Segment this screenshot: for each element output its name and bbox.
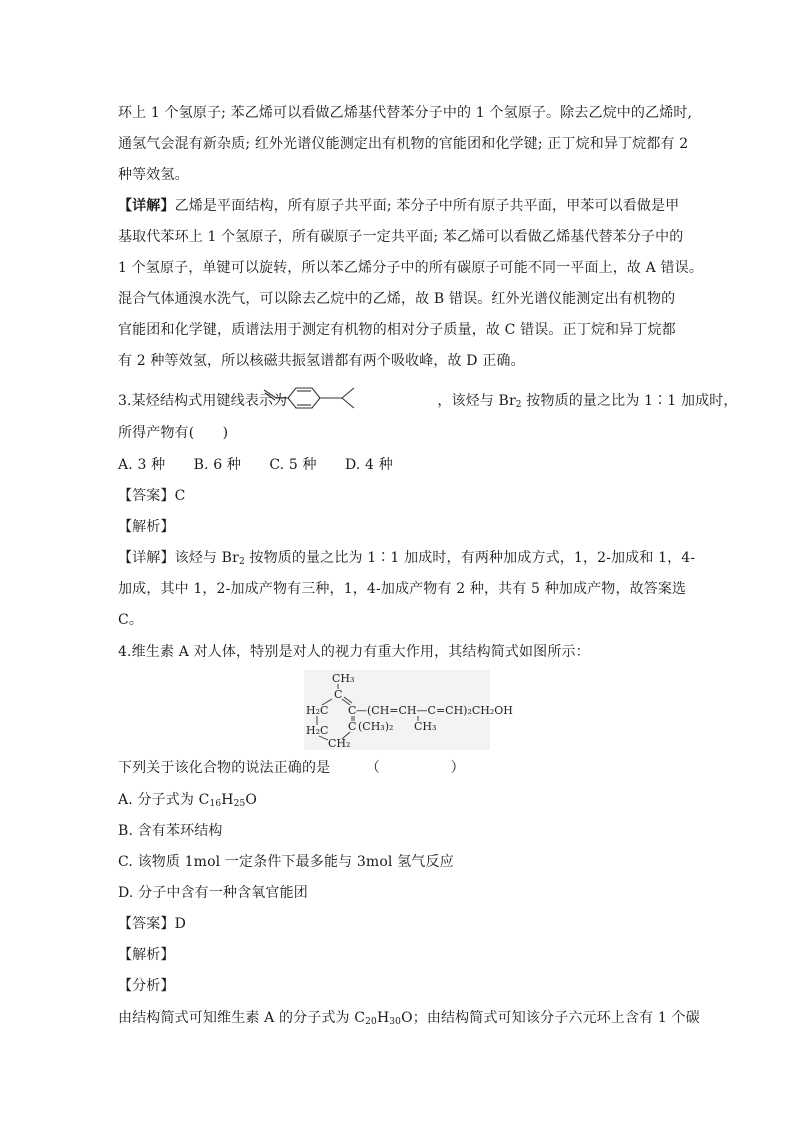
question-4-prompt: 下列关于该化合物的说法正确的是 （ ） — [118, 760, 465, 776]
struct-h2c-lower: H₂C — [306, 724, 329, 737]
option-a-part: O — [245, 792, 258, 808]
struct-c-top: C — [334, 688, 343, 701]
struct-dimethyl: (CH₃)₂ — [358, 720, 394, 733]
struct-ch2-bottom: CH₂ — [328, 737, 351, 750]
option-a-subscript: 25 — [233, 799, 246, 809]
struct-c-bottom: C — [348, 720, 357, 733]
struct-h2c-upper: H₂C — [306, 704, 329, 717]
option-c: C. 该物质 1mol 一定条件下最多能与 3mol 氢气反应 — [118, 854, 454, 870]
last-line-part: 由结构简式可知维生素 A 的分子式为 C — [118, 1010, 366, 1026]
option-a — [118, 790, 678, 810]
paragraph-line: 官能团和化学键，质谱法用于测定有机物的相对分子质量，故 C 错误。正丁烷和异丁烷都 — [118, 322, 676, 338]
option-a-part: A. 分子式为 C — [118, 792, 210, 808]
question-3-detail-line3: C。 — [118, 612, 144, 628]
detail-heading: 【详解】 — [118, 198, 175, 214]
q3-stem-part: ，该烃与 Br — [437, 393, 516, 409]
question-4-fenxi-heading: 【分析】 — [118, 978, 175, 994]
paragraph-line: 种等效氢。 — [118, 167, 189, 183]
question-3-detail — [118, 548, 696, 568]
struct-chain-ch3: CH₃ — [414, 720, 437, 733]
last-line-part: O；由结构简式可知该分子六元环上含有 1 个碳 — [401, 1010, 700, 1026]
option-a-part: H — [221, 792, 234, 808]
question-4-answer: 【答案】D — [118, 916, 186, 932]
question-3-detail-line2: 加成，其中 1，2-加成产物有三种，1，4-加成产物有 2 种，共有 5 种加成产物，故答案选 — [118, 581, 687, 597]
vitamin-a-structure-diagram — [304, 670, 513, 750]
struct-side-chain: —(CH=CH—C=CH)₂CH₂OH — [356, 704, 513, 717]
question-3-stem-line2: 所得产物有( ) — [118, 425, 229, 441]
question-3-answer: 【答案】C — [118, 488, 186, 504]
struct-ch3-top: CH₃ — [332, 672, 355, 685]
q3-stem-part: 3.某烃结构式用键线表示为 — [118, 393, 288, 409]
q3-stem-part: 按物质的量之比为 1∶1 加成时， — [521, 393, 738, 409]
option-a-subscript: 16 — [209, 799, 222, 809]
skeletal-formula-diagram — [262, 384, 402, 414]
last-line-subscript: 20 — [365, 1017, 377, 1027]
paragraph-line: 混合气体通溴水洗气，可以除去乙烷中的乙烯，故 B 错误。红外光谱仪能测定出有机物的 — [118, 291, 676, 307]
last-line-part: H — [376, 1010, 390, 1026]
q3-detail-part: 按物质的量之比为 1∶1 加成时，有两种加成方式，1，2-加成和 1，4- — [244, 550, 696, 566]
question-4-analysis-heading: 【解析】 — [118, 947, 175, 963]
paragraph-line: 环上 1 个氢原子; 苯乙烯可以看做乙烯基代替苯分子中的 1 个氢原子。除去乙烷中的乙烯时, — [118, 105, 693, 121]
paragraph-line — [118, 196, 678, 216]
paragraph-line: 基取代苯环上 1 个氢原子，所有碳原子一定共平面; 苯乙烯可以看做乙烯基代替苯分子中的 — [118, 229, 684, 245]
option-d: D. 分子中含有一种含氧官能团 — [118, 885, 308, 901]
question-4-stem: 4.维生素 A 对人体，特别是对人的视力有重大作用，其结构简式如图所示： — [118, 644, 590, 660]
q3-detail-part: 【详解】该烃与 Br — [118, 550, 239, 566]
option-b: B. 含有苯环结构 — [118, 823, 223, 839]
question-3-options: A. 3 种 B. 6 种 C. 5 种 D. 4 种 — [118, 457, 393, 473]
detail-text: 乙烯是平面结构，所有原子共平面; 苯分子中所有原子共平面，甲苯可以看做是甲 — [174, 198, 680, 214]
question-4-last-line — [118, 1008, 700, 1028]
last-line-subscript: 30 — [389, 1017, 402, 1027]
q3-subscript: 2 — [515, 400, 522, 410]
paragraph-line: 通氢气会混有新杂质; 红外光谱仪能测定出有机物的官能团和化学键; 正丁烷和异丁烷都有 2 — [118, 136, 689, 152]
q3-detail-subscript: 2 — [238, 557, 245, 567]
paragraph-line: 1 个氢原子，单键可以旋转，所以苯乙烯分子中的所有碳原子可能不同一平面上，故 A 错误。 — [118, 260, 703, 276]
struct-c-right: C — [348, 704, 357, 717]
paragraph-line: 有 2 种等效氢，所以核磁共振氢谱都有两个吸收峰，故 D 正确。 — [118, 353, 525, 369]
question-3-analysis-heading: 【解析】 — [118, 519, 175, 535]
